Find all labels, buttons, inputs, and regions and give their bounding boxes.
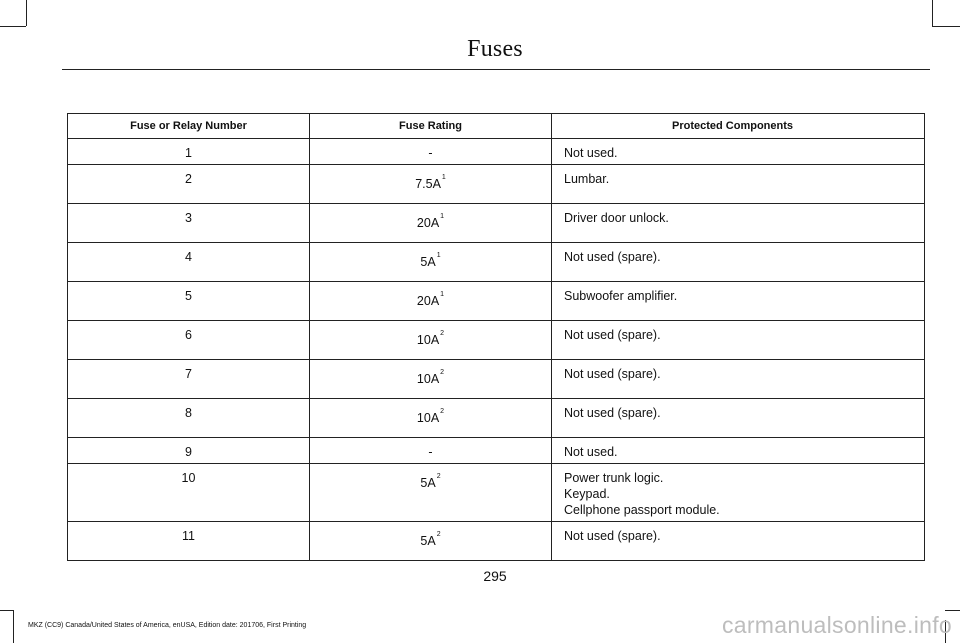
fuse-number: 9 (68, 438, 310, 464)
protected-components (552, 165, 925, 204)
fuse-rating (310, 243, 552, 282)
fuse-table (67, 113, 925, 561)
fuse-rating-value: - (428, 146, 433, 160)
fuse-number: 4 (68, 243, 310, 282)
fuse-rating-value: 5A (420, 534, 436, 548)
protected-components (552, 360, 925, 399)
fuse-rating-value: 10A (416, 333, 440, 347)
crop-mark (932, 26, 960, 27)
table-row (68, 321, 925, 360)
footnote-marker: 1 (440, 291, 445, 298)
footnote-marker: 1 (440, 213, 445, 220)
footnote-marker: 1 (436, 252, 441, 259)
fuse-number: 11 (68, 522, 310, 561)
protected-components (552, 464, 925, 522)
table-row (68, 464, 925, 522)
component-line: Subwoofer amplifier. (564, 289, 678, 303)
fuse-rating (310, 204, 552, 243)
fuse-rating-value: 20A (416, 216, 440, 230)
component-line: Driver door unlock. (564, 211, 669, 225)
fuse-number: 8 (68, 399, 310, 438)
component-line: Not used (spare). (564, 250, 661, 264)
component-line: Not used. (564, 146, 618, 160)
crop-mark (13, 610, 14, 643)
fuse-number: 5 (68, 282, 310, 321)
fuse-rating (310, 438, 552, 464)
footnote-marker: 1 (441, 174, 446, 181)
fuse-number: 2 (68, 165, 310, 204)
column-header-rating: Fuse Rating (310, 114, 552, 139)
fuse-rating (310, 360, 552, 399)
crop-mark (945, 610, 960, 611)
fuse-rating-value: 5A (420, 476, 436, 490)
fuse-rating-value: 7.5A (415, 177, 441, 191)
fuse-number: 10 (68, 464, 310, 522)
fuse-rating (310, 399, 552, 438)
fuse-rating-value: 10A (416, 411, 440, 425)
table-row (68, 360, 925, 399)
crop-mark (932, 0, 933, 26)
table-row (68, 282, 925, 321)
footnote-marker: 2 (440, 369, 445, 376)
fuse-rating (310, 165, 552, 204)
fuse-rating-value: 5A (420, 255, 436, 269)
column-header-components: Protected Components (552, 114, 925, 139)
fuse-rating (310, 321, 552, 360)
crop-mark (0, 26, 26, 27)
protected-components (552, 243, 925, 282)
table-header-row (68, 114, 925, 139)
fuse-number: 7 (68, 360, 310, 399)
page-title: Fuses (467, 36, 523, 62)
fuse-number: 6 (68, 321, 310, 360)
table-row (68, 165, 925, 204)
fuse-number: 1 (68, 139, 310, 165)
protected-components (552, 282, 925, 321)
crop-mark (26, 0, 27, 26)
fuse-rating (310, 464, 552, 522)
table-row (68, 139, 925, 165)
component-line: Not used (spare). (564, 367, 661, 381)
table-row (68, 243, 925, 282)
fuse-rating (310, 522, 552, 561)
footer-text: MKZ (CC9) Canada/United States of America, enUSA, Edition date: 201706, First Printing (28, 622, 307, 629)
fuse-number: 3 (68, 204, 310, 243)
table-row (68, 522, 925, 561)
table-row (68, 438, 925, 464)
footnote-marker: 2 (436, 531, 441, 538)
footnote-marker: 2 (440, 408, 445, 415)
protected-components (552, 522, 925, 561)
table-row (68, 204, 925, 243)
fuse-rating (310, 282, 552, 321)
component-line: Not used (spare). (564, 529, 661, 543)
component-line: Not used (spare). (564, 328, 661, 342)
protected-components (552, 399, 925, 438)
footnote-marker: 2 (436, 473, 441, 480)
footnote-marker: 2 (440, 330, 445, 337)
watermark: carmanualsonline.info (721, 612, 952, 638)
component-line: Not used. (564, 445, 618, 459)
column-header-number: Fuse or Relay Number (68, 114, 310, 139)
table-row (68, 399, 925, 438)
crop-mark (0, 610, 13, 611)
fuse-rating-value: 10A (416, 372, 440, 386)
component-line: Cellphone passport module. (564, 503, 720, 517)
title-divider (62, 69, 930, 70)
protected-components (552, 139, 925, 165)
component-line: Lumbar. (564, 172, 610, 186)
protected-components (552, 321, 925, 360)
component-line: Not used (spare). (564, 406, 661, 420)
component-line: Power trunk logic. (564, 471, 664, 485)
protected-components (552, 204, 925, 243)
protected-components (552, 438, 925, 464)
fuse-rating-value: 20A (416, 294, 440, 308)
component-line: Keypad. (564, 487, 610, 501)
page-number: 295 (483, 568, 507, 584)
fuse-rating (310, 139, 552, 165)
fuse-rating-value: - (428, 445, 433, 459)
